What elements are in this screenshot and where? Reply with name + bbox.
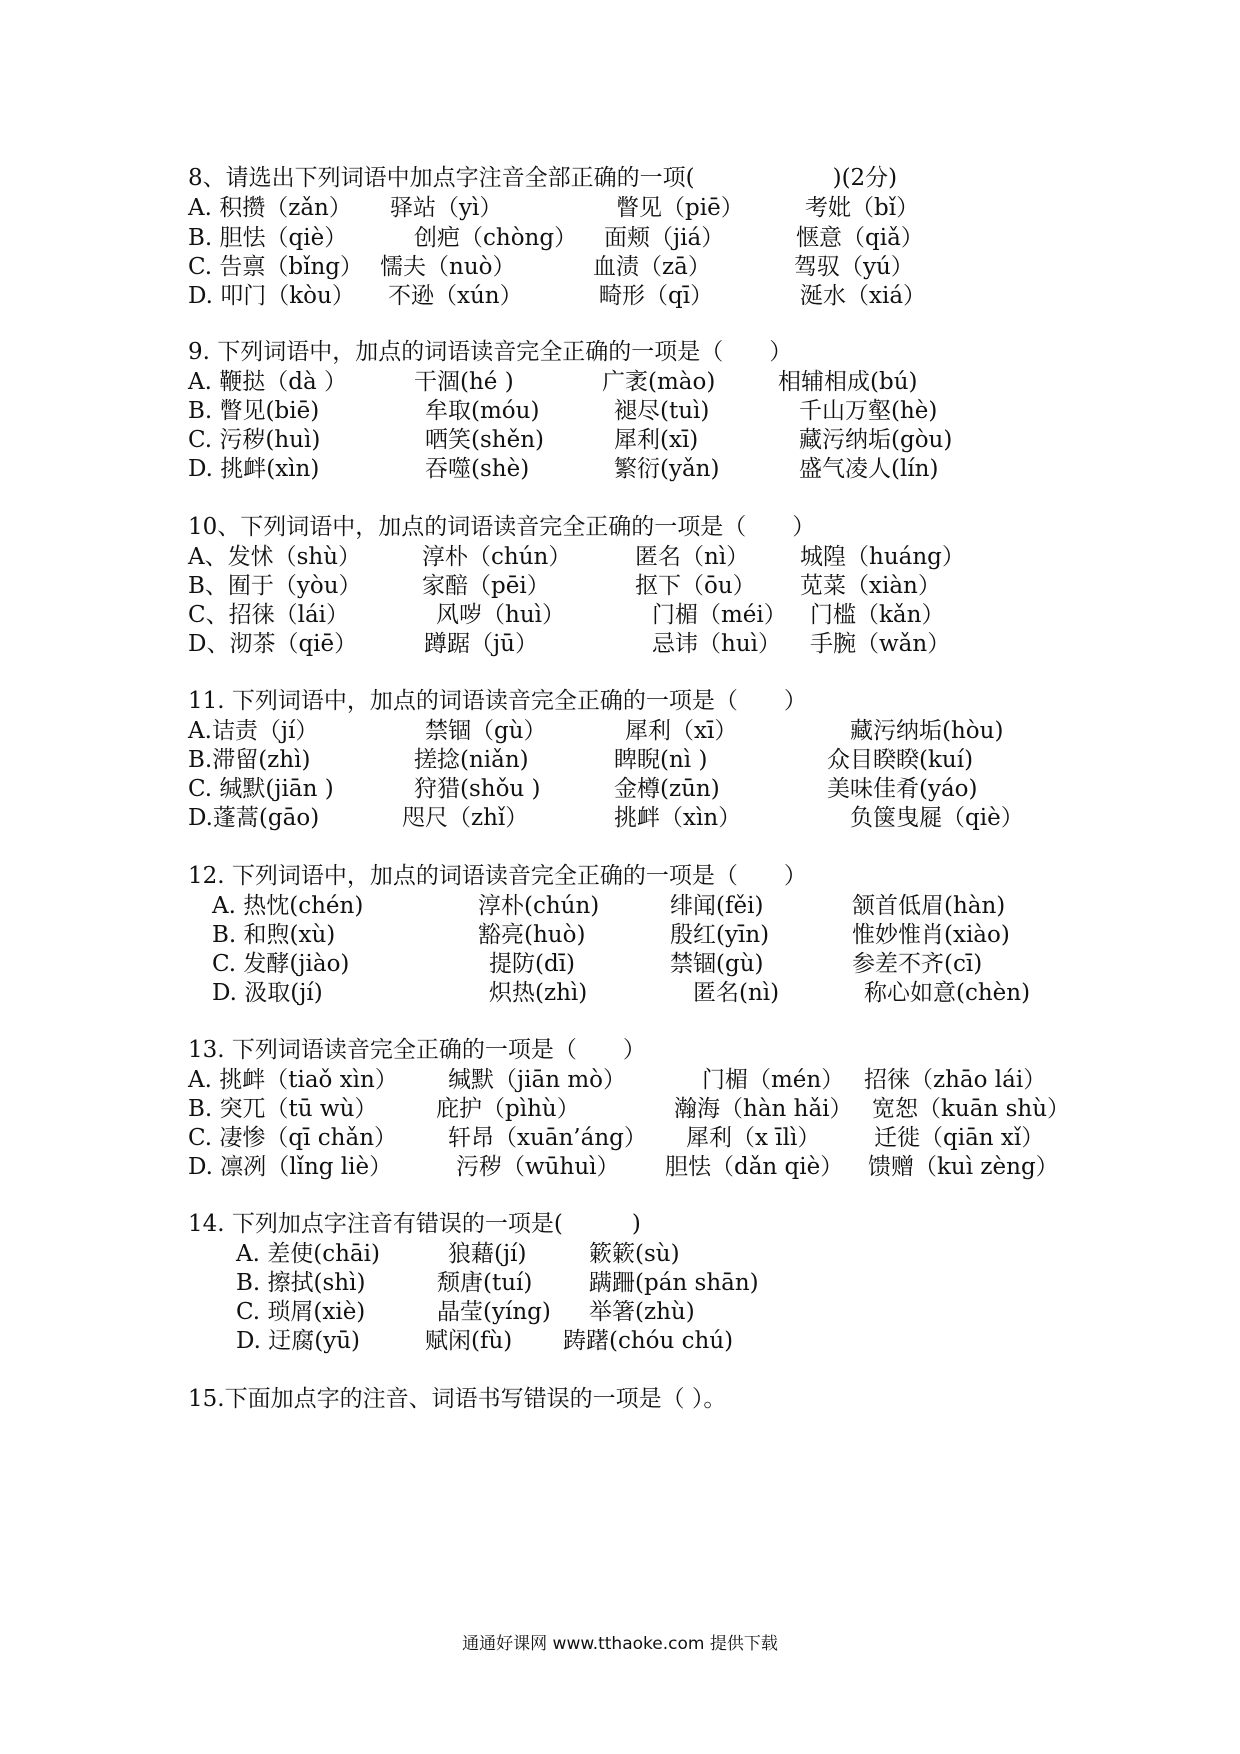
option-d <box>188 802 1088 835</box>
option-label: B. 和煦(xù) <box>212 922 336 948</box>
option-item: 宽恕（kuān shù） <box>872 1096 1071 1122</box>
option-item: 豁亮(huò) <box>478 922 586 948</box>
option-item: 犀利(xī) <box>614 427 699 453</box>
option-item: 犀利（x īlì） <box>686 1125 821 1151</box>
option-label: D. 凛冽（lǐng liè） <box>188 1154 393 1180</box>
option-d <box>188 1325 1088 1358</box>
option-label: A. 差使(chāi) <box>236 1241 380 1267</box>
option-item: 门楣（mén） <box>702 1067 845 1093</box>
option-item: 颓唐(tuí) <box>437 1270 533 1296</box>
option-item: 绯闻(fěi) <box>670 893 764 919</box>
option-item: 簌簌(sù) <box>589 1241 680 1267</box>
option-item: 惟妙惟肖(xiào) <box>852 922 1010 948</box>
question-stem: 15.下面加点字的注音、词语书写错误的一项是（ ）。 <box>188 1386 727 1412</box>
option-label: D. 挑衅(xìn) <box>188 456 320 482</box>
option-item: 赋闲(fù) <box>425 1328 513 1354</box>
option-item: 瞥见（piē） <box>616 195 744 221</box>
question-stem: 14. 下列加点字注音有错误的一项是( ) <box>188 1211 641 1237</box>
option-item: 炽热(zhì) <box>489 980 588 1006</box>
option-item: 招徕（zhāo lái） <box>864 1067 1047 1093</box>
option-item: 蹲踞（jū） <box>424 631 538 657</box>
option-item: 淳朴(chún) <box>478 893 600 919</box>
question-stem: 9. 下列词语中，加点的词语读音完全正确的一项是（ ） <box>188 339 793 365</box>
option-item: 踌躇(chóu chú) <box>563 1328 734 1354</box>
option-item: 千山万壑(hè) <box>799 398 938 424</box>
option-label: C、招徕（lái） <box>188 602 350 628</box>
option-item: 负箧曳屣（qiè） <box>850 805 1024 831</box>
option-item: 不逊（xún） <box>388 283 523 309</box>
option-d <box>188 1151 1088 1184</box>
option-item: 睥睨(nì ) <box>614 747 708 773</box>
option-item: 匿名（nì） <box>635 544 750 570</box>
option-item: 畸形（qī） <box>599 283 714 309</box>
option-label: C. 琐屑(xiè) <box>236 1299 366 1325</box>
option-item: 挑衅（xìn） <box>614 805 742 831</box>
option-item: 馈赠（kuì zèng） <box>868 1154 1059 1180</box>
option-item: 吞噬(shè) <box>425 456 530 482</box>
option-item: 盛气凌人(lín) <box>799 456 939 482</box>
question-stem: 10、下列词语中，加点的词语读音完全正确的一项是（ ） <box>188 514 816 540</box>
option-item: 繁衍(yǎn) <box>614 456 720 482</box>
option-item: 匿名(nì) <box>693 980 780 1006</box>
option-item: 禁锢（gù） <box>425 718 547 744</box>
option-item: 驾驭（yú） <box>794 254 914 280</box>
option-label: A. 鞭挞（dà ） <box>188 369 347 395</box>
option-label: D.蓬蒿(gāo) <box>188 805 320 831</box>
option-item: 污秽（wūhuì） <box>456 1154 620 1180</box>
option-a <box>188 192 1088 225</box>
option-label: B.滞留(zhì) <box>188 747 311 773</box>
option-item: 抠下（ōu） <box>635 573 756 599</box>
option-item: 懦夫（nuò） <box>380 254 516 280</box>
option-item: 干涸(hé ) <box>414 369 514 395</box>
option-item: 参差不齐(cī) <box>852 951 983 977</box>
option-label: B. 擦拭(shì) <box>236 1270 366 1296</box>
option-item: 相辅相成(bú) <box>778 369 918 395</box>
option-item: 举箸(zhù) <box>589 1299 695 1325</box>
option-item: 蹒跚(pán shān) <box>589 1270 759 1296</box>
option-label: D. 迂腐(yū) <box>236 1328 360 1354</box>
option-item: 创疤（chòng） <box>414 225 578 251</box>
option-item: 广袤(mào) <box>602 369 716 395</box>
option-item: 家醅（pēi） <box>422 573 550 599</box>
question-stem: 13. 下列词语读音完全正确的一项是（ ） <box>188 1037 646 1063</box>
option-item: 涎水（xiá） <box>800 283 927 309</box>
option-label: C. 污秽(huì) <box>188 427 321 453</box>
option-label: C. 告禀（bǐng） <box>188 254 364 280</box>
option-item: 门槛（kǎn） <box>810 602 945 628</box>
question-stem: 11. 下列词语中，加点的词语读音完全正确的一项是（ ） <box>188 688 807 714</box>
option-item: 藏污纳垢(hòu) <box>850 718 1004 744</box>
option-item: 血渍（zā） <box>593 254 711 280</box>
option-item: 殷红(yīn) <box>670 922 770 948</box>
option-item: 苋菜（xiàn） <box>800 573 941 599</box>
option-item: 瀚海（hàn hǎi） <box>674 1096 853 1122</box>
option-item: 惬意（qiǎ） <box>796 225 924 251</box>
option-label: C. 凄惨（qī chǎn） <box>188 1125 398 1151</box>
page-footer: 通通好课网 www.tthaoke.com 提供下载 <box>462 1634 778 1654</box>
option-label: D. 汲取(jí) <box>212 980 323 1006</box>
option-item: 狩猎(shǒu ) <box>414 776 541 802</box>
option-item: 考妣（bǐ） <box>805 195 920 221</box>
option-label: A. 积攒（zǎn） <box>188 195 352 221</box>
option-item: 哂笑(shěn) <box>425 427 544 453</box>
question-stem: 12. 下列词语中，加点的词语读音完全正确的一项是（ ） <box>188 863 807 889</box>
option-item: 手腕（wǎn） <box>810 631 951 657</box>
option-item: 城隍（huáng） <box>800 544 965 570</box>
option-item: 咫尺（zhǐ） <box>402 805 529 831</box>
option-item: 禁锢(gù) <box>670 951 764 977</box>
option-d <box>188 453 1088 486</box>
option-item: 金樽(zūn) <box>614 776 720 802</box>
option-item: 牟取(móu) <box>425 398 540 424</box>
option-label: B. 突兀（tū wù） <box>188 1096 378 1122</box>
option-label: A. 挑衅（tiaǒ xìn） <box>188 1067 398 1093</box>
option-label: D、沏茶（qiē） <box>188 631 358 657</box>
option-item: 称心如意(chèn) <box>864 980 1031 1006</box>
option-item: 忌讳（huì） <box>652 631 781 657</box>
option-item: 淳朴（chún） <box>422 544 572 570</box>
option-label: A. 热忱(chén) <box>212 893 364 919</box>
option-label: C. 发酵(jiào) <box>212 951 350 977</box>
option-item: 提防(dī) <box>489 951 576 977</box>
option-d <box>188 628 1088 661</box>
option-label: B. 瞥见(biē) <box>188 398 320 424</box>
option-item: 缄默（jiān mò） <box>448 1067 626 1093</box>
option-item: 面颊（jiá） <box>604 225 725 251</box>
question-stem: 8、请选出下列词语中加点字注音全部正确的一项( )(2分) <box>188 165 898 191</box>
option-item: 轩昂（xuān’áng） <box>448 1125 647 1151</box>
option-item: 胆怯（dǎn qiè） <box>665 1154 844 1180</box>
option-item: 众目睽睽(kuí) <box>827 747 974 773</box>
option-item: 搓捻(niǎn) <box>414 747 529 773</box>
option-item: 狼藉(jí) <box>448 1241 527 1267</box>
option-item: 驿站（yì） <box>390 195 503 221</box>
option-item: 褪尽(tuì) <box>614 398 710 424</box>
option-label: A、发怵（shù） <box>188 544 362 570</box>
option-item: 藏污纳垢(gòu) <box>799 427 953 453</box>
option-item: 庇护（pìhù） <box>436 1096 580 1122</box>
option-item: 迁徙（qiān xǐ） <box>874 1125 1045 1151</box>
option-label: D. 叩门（kòu） <box>188 283 355 309</box>
option-label: C. 缄默(jiān ) <box>188 776 334 802</box>
option-label: B. 胆怯（qiè） <box>188 225 348 251</box>
option-item: 颔首低眉(hàn) <box>852 893 1006 919</box>
option-d <box>188 977 1088 1010</box>
option-item: 风哕（huì） <box>436 602 565 628</box>
option-label: B、囿于（yòu） <box>188 573 362 599</box>
option-item: 门楣（méi） <box>652 602 787 628</box>
option-item: 美味佳肴(yáo) <box>827 776 978 802</box>
option-item: 晶莹(yíng) <box>437 1299 551 1325</box>
option-d <box>188 280 1088 313</box>
option-item: 犀利（xī） <box>625 718 738 744</box>
option-label: A.诘责（jí） <box>188 718 319 744</box>
